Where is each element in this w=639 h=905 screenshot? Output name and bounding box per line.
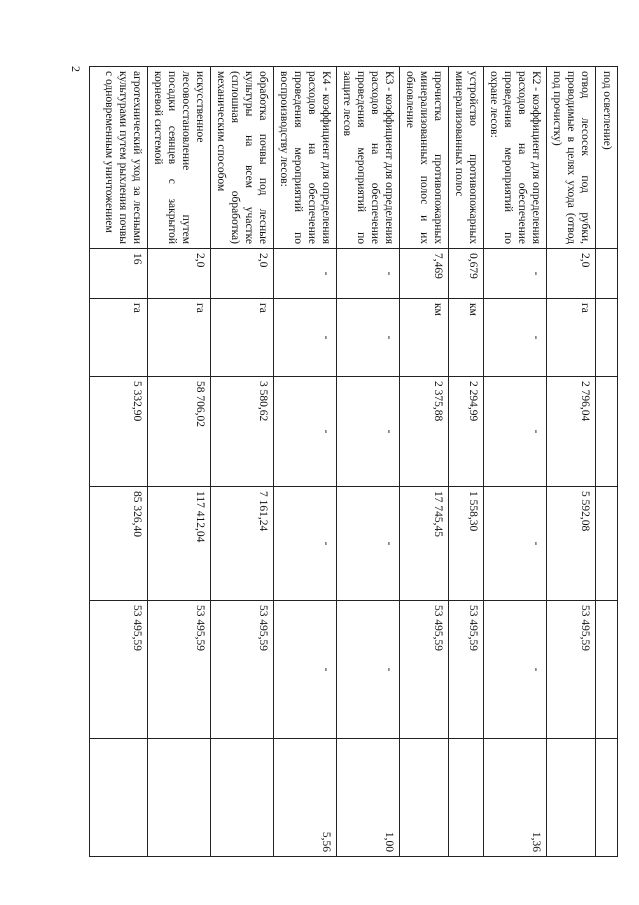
cell-unit (596, 299, 618, 377)
cell-unit: га (90, 299, 148, 377)
cell-coef: 1,36 (484, 739, 547, 857)
cell-unit: га (211, 299, 274, 377)
table-row (547, 67, 596, 857)
cell-cost: 53 495,59 (547, 601, 596, 739)
table-row (484, 67, 547, 857)
cell-unit: км (449, 299, 484, 377)
table-row (596, 67, 618, 857)
cell-coef: 1,00 (337, 739, 400, 857)
cell-price: 2 294,99 (449, 377, 484, 487)
cell-cost: - (484, 601, 547, 739)
cell-price: - (274, 377, 337, 487)
cell-cost: 53 495,59 (449, 601, 484, 739)
table-row (337, 67, 400, 857)
cell-name: агротехнический уход за лесными культурами путем рыхления почвы с одновременным уничтожением (90, 67, 148, 249)
table-row (400, 67, 449, 857)
cell-unit: га (148, 299, 211, 377)
cell-cost: - (274, 601, 337, 739)
cell-coef (148, 739, 211, 857)
cell-name: К2 - коэффициент для определения расходов на обеспечение проведения мероприятий по охране лесов: (484, 67, 547, 249)
cell-coef (449, 739, 484, 857)
cell-name: устройство противопожарных минерализованных полос (449, 67, 484, 249)
cell-v: 16 (90, 249, 148, 299)
table-row (449, 67, 484, 857)
cell-cost: 53 495,59 (211, 601, 274, 739)
cell-price: 2 375,88 (400, 377, 449, 487)
cell-price: 5 332,90 (90, 377, 148, 487)
cell-v: 2,0 (211, 249, 274, 299)
cell-sum: - (484, 487, 547, 601)
cell-cost: - (337, 601, 400, 739)
table-row (148, 67, 211, 857)
cell-name: под осветление) (596, 67, 618, 249)
cell-price: 2 796,04 (547, 377, 596, 487)
cell-sum: 117 412,04 (148, 487, 211, 601)
cell-price (596, 377, 618, 487)
cell-coef (211, 739, 274, 857)
cell-sum: 1 558,30 (449, 487, 484, 601)
cell-coef (547, 739, 596, 857)
cell-sum: 85 326,40 (90, 487, 148, 601)
cell-name: обработка почвы под лесные культуры на всем участке (сплошная обработка) механическим способом (211, 67, 274, 249)
cell-price: 58 706,02 (148, 377, 211, 487)
cell-sum: 5 592,08 (547, 487, 596, 601)
cell-name: прочистка противопожарных минерализованных полос и их обновление (400, 67, 449, 249)
cell-unit: км (400, 299, 449, 377)
cell-name: отвод лесосек под рубки, проводимые в целях ухода (отвод под прочистку) (547, 67, 596, 249)
cell-sum: 17 745,45 (400, 487, 449, 601)
cell-price: 3 580,62 (211, 377, 274, 487)
cell-price: - (484, 377, 547, 487)
cell-sum (596, 487, 618, 601)
cell-name: искусственное лесовосстановление путем посадки сеянцев с закрытой корневой системой (148, 67, 211, 249)
cell-cost (596, 601, 618, 739)
table-row (211, 67, 274, 857)
cell-v: - (484, 249, 547, 299)
cell-unit: - (484, 299, 547, 377)
cell-sum: - (337, 487, 400, 601)
cell-unit: га (547, 299, 596, 377)
cell-cost: 53 495,59 (90, 601, 148, 739)
cell-v (596, 249, 618, 299)
cell-unit: - (274, 299, 337, 377)
cell-v: 0,679 (449, 249, 484, 299)
cell-sum: 7 161,24 (211, 487, 274, 601)
table-row (90, 67, 148, 857)
cell-coef (400, 739, 449, 857)
table-row (274, 67, 337, 857)
cell-name: К3 - коэффициент для определения расходов на обеспечение проведения мероприятий по защите лесов (337, 67, 400, 249)
cell-v: 2,0 (547, 249, 596, 299)
rotated-table-area (103, 66, 618, 856)
cell-unit: - (337, 299, 400, 377)
page-number: 2 (69, 66, 83, 72)
cell-coef (596, 739, 618, 857)
cell-cost: 53 495,59 (148, 601, 211, 739)
cell-name: К4 - коэффициент для определения расходов на обеспечение проведения мероприятий по воспроизводству лесов: (274, 67, 337, 249)
cell-v: - (274, 249, 337, 299)
cell-coef (90, 739, 148, 857)
cell-coef: 5,56 (274, 739, 337, 857)
cell-price: - (337, 377, 400, 487)
cell-v: 2,0 (148, 249, 211, 299)
cost-table (89, 66, 618, 857)
cell-v: 7,469 (400, 249, 449, 299)
cell-cost: 53 495,59 (400, 601, 449, 739)
cell-sum: - (274, 487, 337, 601)
cell-v: - (337, 249, 400, 299)
table-body (90, 67, 618, 857)
